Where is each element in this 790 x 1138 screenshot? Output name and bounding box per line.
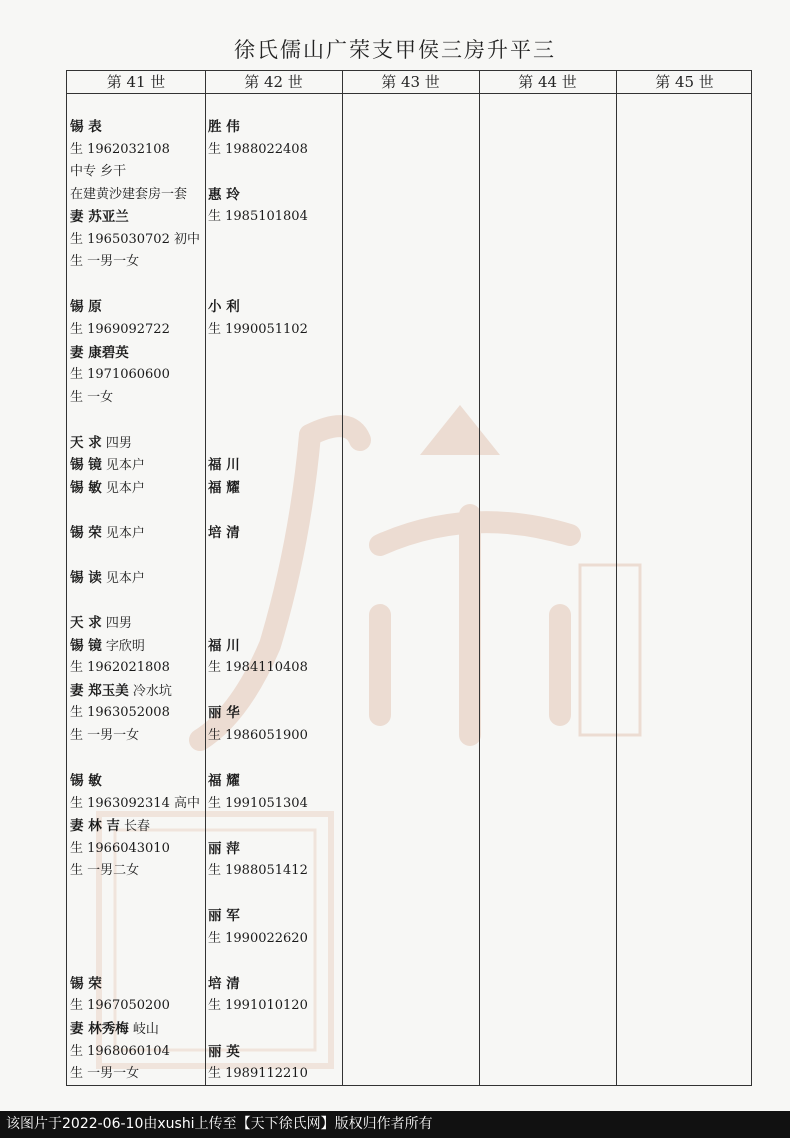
- gen41-entry: 天 求 四男: [70, 434, 132, 451]
- gen41-entry: 锡 表: [70, 119, 102, 135]
- gen42-entry: 生 1990022620: [208, 930, 308, 946]
- gen42-entry: 福 川: [208, 457, 240, 474]
- gen42-entry: 生 1988022408: [208, 141, 308, 157]
- gen42-entry: 培 清: [208, 524, 240, 541]
- column-divider: [342, 71, 343, 1085]
- gen42-entry: 福 耀: [208, 772, 240, 789]
- gen41-entry: 生 1963092314 高中: [70, 795, 200, 811]
- header-gen-44: 第 44 世: [518, 73, 577, 91]
- gen41-entry: 生 1965030702 初中: [70, 231, 200, 247]
- gen42-entry: 福 耀: [208, 479, 240, 496]
- gen42-entry: 小 利: [208, 299, 240, 316]
- gen41-entry: 生 1962032108: [70, 141, 170, 157]
- gen41-entry: 锡 荣 见本户: [70, 524, 145, 541]
- header-gen-43: 第 43 世: [381, 73, 440, 91]
- gen42-entry: 丽 萍: [208, 840, 240, 857]
- gen42-entry: 福 川: [208, 637, 240, 654]
- gen42-entry: 胜 伟: [208, 119, 240, 135]
- gen42-entry: 培 清: [208, 975, 240, 992]
- gen42-entry: 生 1989112210: [208, 1066, 308, 1082]
- gen41-entry: 生 一男二女: [70, 863, 140, 879]
- gen41-entry: 生 1966043010: [70, 840, 170, 856]
- gen42-entry: 生 1990051102: [208, 321, 308, 337]
- gen41-entry: 锡 荣: [70, 975, 102, 992]
- header-gen-42: 第 42 世: [244, 73, 303, 91]
- gen41-entry: 妻 林秀梅 岐山: [70, 1021, 159, 1037]
- header-gen-41: 第 41 世: [106, 73, 166, 91]
- gen41-entry: 锡 敏 见本户: [70, 479, 145, 496]
- gen41-entry: 生 一女: [70, 389, 114, 405]
- footer-copyright: 该图片于2022-06-10由xushi上传至【天下徐氏网】版权归作者所有: [0, 1111, 790, 1138]
- gen41-entry: 生 1963052008: [70, 705, 170, 721]
- gen42-entry: 生 1985101804: [208, 209, 308, 225]
- gen41-entry: 妻 康碧英: [70, 344, 129, 361]
- gen41-entry: 中专 乡干: [70, 164, 127, 180]
- gen41-entry: 锡 原: [70, 299, 102, 316]
- gen41-entry: 生 1971060600: [70, 367, 170, 383]
- column-divider: [479, 71, 480, 1085]
- gen41-entry: 生 一男一女: [70, 254, 140, 270]
- gen42-entry: 丽 军: [208, 908, 240, 925]
- genealogy-table: [66, 70, 752, 1086]
- header-gen-45: 第 45 世: [655, 73, 714, 91]
- gen42-entry: 生 1988051412: [208, 863, 308, 879]
- gen42-entry: 生 1984110408: [208, 660, 308, 676]
- gen41-entry: 生 1969092722: [70, 321, 170, 337]
- header-divider: [67, 93, 751, 94]
- page-title: 徐氏儒山广荣支甲侯三房升平三: [234, 38, 556, 62]
- gen42-entry: 丽 华: [208, 705, 240, 722]
- gen41-entry: 生 1967050200: [70, 998, 170, 1014]
- gen41-entry: 生 1968060104: [70, 1043, 170, 1059]
- gen42-entry: 丽 英: [208, 1043, 240, 1060]
- gen42-entry: 生 1991010120: [208, 998, 308, 1014]
- gen42-entry: 惠 玲: [208, 186, 240, 203]
- column-divider: [616, 71, 617, 1085]
- gen41-entry: 锡 镜 字欣明: [70, 637, 145, 654]
- gen41-entry: 锡 读 见本户: [70, 570, 145, 586]
- column-divider: [205, 71, 206, 1085]
- gen42-entry: 生 1991051304: [208, 795, 308, 811]
- gen41-entry: 锡 敏: [70, 772, 102, 789]
- gen41-entry: 生 一男一女: [70, 1066, 140, 1082]
- gen41-entry: 生 一男一女: [70, 727, 140, 743]
- gen41-entry: 天 求 四男: [70, 615, 132, 632]
- gen42-entry: 生 1986051900: [208, 727, 308, 743]
- gen41-entry: 锡 镜 见本户: [70, 457, 145, 474]
- gen41-entry: 生 1962021808: [70, 660, 170, 676]
- gen41-entry: 妻 苏亚兰: [70, 209, 129, 226]
- gen41-entry: 在建黄沙建套房一套: [70, 186, 188, 202]
- gen41-entry: 妻 林 吉 长春: [70, 818, 151, 835]
- gen41-entry: 妻 郑玉美 冷水坑: [70, 682, 172, 699]
